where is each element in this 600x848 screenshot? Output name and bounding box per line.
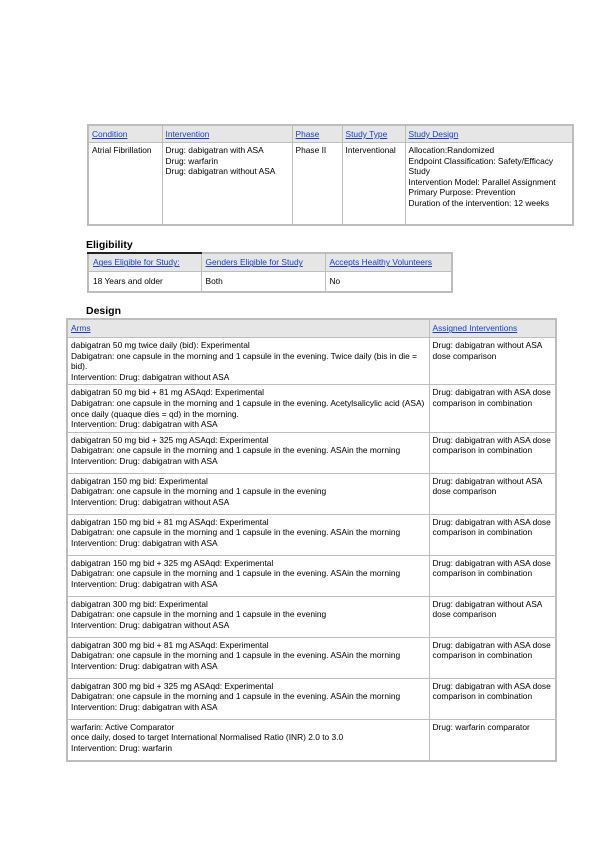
assigned-intervention-cell: Drug: dabigatran without ASA dose comparison xyxy=(429,596,556,637)
header-study-design[interactable] xyxy=(405,125,573,143)
genders-header-link[interactable]: Genders Eligible for Study xyxy=(205,257,303,268)
header-genders[interactable] xyxy=(201,253,325,272)
assigned-interventions-header-link[interactable]: Assigned Interventions xyxy=(432,323,518,334)
eligibility-table xyxy=(87,252,453,293)
ages-value: 18 Years and older xyxy=(88,272,201,293)
table-row xyxy=(67,555,556,596)
overview-table xyxy=(87,124,574,226)
arm-cell: dabigatran 150 mg bid + 325 mg ASAqd: Experimental Dabigatran: one capsule in the morning and 1 capsule in the evening. ASAin the morning Intervention: Drug: dabigatran with ASA xyxy=(67,555,429,596)
eligibility-header-row xyxy=(88,253,452,272)
eligibility-data-row xyxy=(88,272,452,293)
table-row xyxy=(67,385,556,432)
arm-cell: dabigatran 300 mg bid + 325 mg ASAqd: Experimental Dabigatran: one capsule in the morning and 1 capsule in the evening. ASAin the morning Intervention: Drug: dabigatran with ASA xyxy=(67,678,429,719)
intervention-cell: Drug: dabigatran with ASA Drug: warfarin Drug: dabigatran without ASA xyxy=(162,143,292,226)
header-intervention[interactable] xyxy=(162,125,292,143)
arm-cell: dabigatran 300 mg bid + 81 mg ASAqd: Experimental Dabigatran: one capsule in the morning and 1 capsule in the evening. ASAin the morning Intervention: Drug: dabigatran with ASA xyxy=(67,637,429,678)
header-healthy-volunteers[interactable] xyxy=(325,253,452,272)
arm-cell: dabigatran 50 mg bid + 325 mg ASAqd: Experimental Dabigatran: one capsule in the morning and 1 capsule in the evening. ASAin the morning Intervention: Drug: dabigatran with ASA xyxy=(67,432,429,473)
overview-header-row xyxy=(88,125,573,143)
header-assigned-interventions[interactable] xyxy=(429,319,556,338)
arm-cell: dabigatran 150 mg bid: Experimental Dabigatran: one capsule in the morning and 1 capsule in the evening Intervention: Drug: dabigatran without ASA xyxy=(67,473,429,514)
condition-header-link[interactable]: Condition xyxy=(92,128,128,139)
design-table xyxy=(66,318,557,762)
arm-cell: dabigatran 150 mg bid + 81 mg ASAqd: Experimental Dabigatran: one capsule in the morning and 1 capsule in the evening. ASAin the morning Intervention: Drug: dabigatran with ASA xyxy=(67,514,429,555)
assigned-intervention-cell: Drug: dabigatran with ASA dose comparison in combination xyxy=(429,637,556,678)
arms-header-link[interactable]: Arms xyxy=(71,323,91,334)
header-condition[interactable] xyxy=(88,125,162,143)
header-study-type[interactable] xyxy=(342,125,405,143)
study-type-header-link[interactable]: Study Type xyxy=(345,128,388,139)
header-phase[interactable] xyxy=(292,125,342,143)
arm-cell: dabigatran 50 mg twice daily (bid): Experimental Dabigatran: one capsule in the morning and 1 capsule in the evening. Twice daily (bis in die = bid). Intervention: Drug: dabigatran without ASA xyxy=(67,338,429,385)
design-title: Design xyxy=(86,305,122,317)
assigned-intervention-cell: Drug: dabigatran with ASA dose comparison in combination xyxy=(429,385,556,432)
table-row xyxy=(67,338,556,385)
assigned-intervention-cell: Drug: dabigatran without ASA dose comparison xyxy=(429,338,556,385)
table-row xyxy=(67,637,556,678)
arm-cell: dabigatran 300 mg bid: Experimental Dabigatran: one capsule in the morning and 1 capsule in the evening Intervention: Drug: dabigatran without ASA xyxy=(67,596,429,637)
assigned-intervention-cell: Drug: dabigatran with ASA dose comparison in combination xyxy=(429,555,556,596)
study-type-cell: Interventional xyxy=(342,143,405,226)
header-ages[interactable] xyxy=(88,253,201,272)
intervention-header-link[interactable]: Intervention xyxy=(165,128,210,139)
table-row xyxy=(67,719,556,761)
table-row xyxy=(67,432,556,473)
header-arms[interactable] xyxy=(67,319,429,338)
table-row xyxy=(67,596,556,637)
condition-cell: Atrial Fibrillation xyxy=(88,143,162,226)
arm-cell: dabigatran 50 mg bid + 81 mg ASAqd: Experimental Dabigatran: one capsule in the morning and 1 capsule in the evening. Acetylsalicylic acid (ASA) once daily (quaque dies = qd) in the morning. Intervention: Drug: dabigatran with ASA xyxy=(67,385,429,432)
ages-header-link[interactable]: Ages Eligible for Study: xyxy=(93,257,180,268)
healthy-volunteers-value: No xyxy=(325,272,452,293)
table-row xyxy=(67,473,556,514)
study-design-header-link[interactable]: Study Design xyxy=(408,128,459,139)
assigned-intervention-cell: Drug: dabigatran with ASA dose comparison in combination xyxy=(429,432,556,473)
assigned-intervention-cell: Drug: dabigatran with ASA dose comparison in combination xyxy=(429,678,556,719)
overview-data-row xyxy=(88,143,573,226)
phase-header-link[interactable]: Phase xyxy=(295,128,320,139)
assigned-intervention-cell: Drug: warfarin comparator xyxy=(429,719,556,761)
arm-cell: warfarin: Active Comparator once daily, dosed to target International Normalised Ratio (INR) 2.0 to 3.0 Intervention: Drug: warfarin xyxy=(67,719,429,761)
eligibility-title: Eligibility xyxy=(86,239,133,251)
table-row xyxy=(67,514,556,555)
study-design-cell: Allocation:Randomized Endpoint Classification: Safety/Efficacy Study Intervention Model: Parallel Assignment Primary Purpose: Prevention Duration of the intervention: 12 weeks xyxy=(405,143,573,226)
assigned-intervention-cell: Drug: dabigatran with ASA dose comparison in combination xyxy=(429,514,556,555)
healthy-volunteers-header-link[interactable]: Accepts Healthy Volunteers xyxy=(329,257,432,268)
phase-cell: Phase II xyxy=(292,143,342,226)
table-row xyxy=(67,678,556,719)
genders-value: Both xyxy=(201,272,325,293)
assigned-intervention-cell: Drug: dabigatran without ASA dose comparison xyxy=(429,473,556,514)
design-header-row xyxy=(67,319,556,338)
